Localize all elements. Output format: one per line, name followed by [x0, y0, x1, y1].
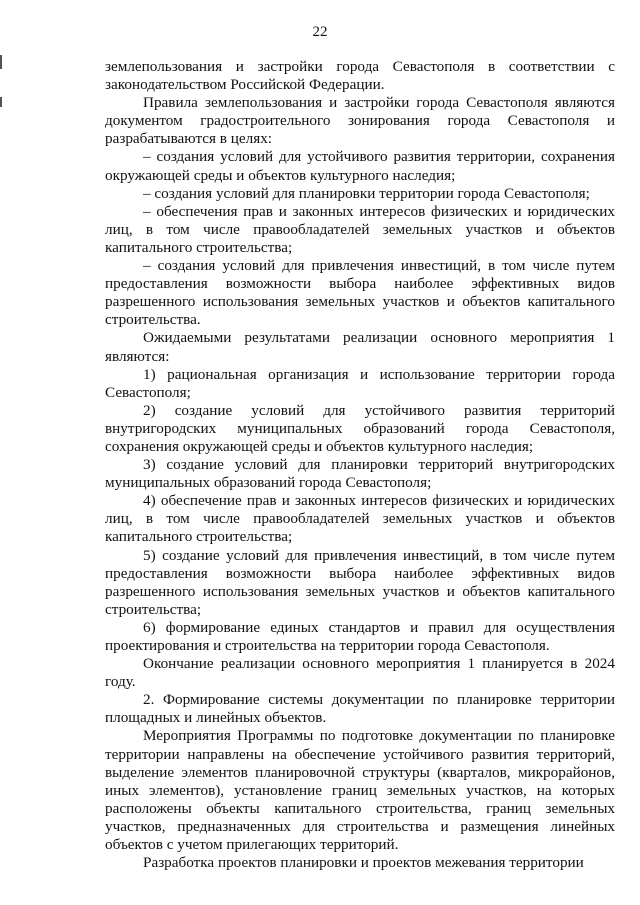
paragraph: Правила землепользования и застройки города Севастополя являются документом градостроительного зонирования города Севастополя и разрабатываются в целях:: [105, 94, 615, 148]
list-item: 2) создание условий для устойчивого развития территорий внутригородских муниципальных образований города Севастополя, сохранения окружающей среды и объектов культурного наследия;: [105, 401, 615, 455]
paragraph: Разработка проектов планировки и проектов межевания территории: [143, 854, 584, 872]
list-item: – обеспечения прав и законных интересов физических и юридических лиц, в том числе правообладателей земельных участков и объектов капитального строительства;: [105, 202, 615, 256]
list-item: – создания условий для привлечения инвестиций, в том числе путем предоставления возможности выбора наиболее эффективных видов разрешенного использования земельных участков и объектов капитального строительства.: [105, 257, 615, 329]
list-item: – создания условий для планировки территории города Севастополя;: [143, 184, 590, 202]
list-item: 1) рациональная организация и использование территории города Севастополя;: [105, 365, 615, 401]
section-heading: 2. Формирование системы документации по планировке территории площадных и линейных объектов.: [105, 691, 615, 727]
list-item: 5) создание условий для привлечения инвестиций, в том числе путем предоставления возможности выбора наиболее эффективных видов разрешенного использования земельных участков и объектов капитального строительства;: [105, 546, 615, 618]
scan-edge-mark: [0, 55, 2, 69]
list-item: – создания условий для устойчивого развития территории, сохранения окружающей среды и объектов культурного наследия;: [105, 148, 615, 184]
scan-edge-mark: [0, 97, 2, 107]
paragraph: Ожидаемыми результатами реализации основного мероприятия 1 являются:: [105, 329, 615, 365]
paragraph: Мероприятия Программы по подготовке документации по планировке территории направлены на обеспечение устойчивого развития территорий, выделение элементов планировочной структуры (кварталов, микрорайонов, иных элементов), установление границ земельных участков, на которых расположены объекты капитального строительства, границ земельных участков, предназначенных для строительства и размещения линейных объектов с учетом прилегающих территорий.: [105, 727, 615, 854]
document-body: [105, 58, 615, 872]
list-item: 6) формирование единых стандартов и правил для осуществления проектирования и строительства на территории города Севастополя.: [105, 618, 615, 654]
list-item: 4) обеспечение прав и законных интересов физических и юридических лиц, в том числе правообладателей земельных участков и объектов капитального строительства;: [105, 492, 615, 546]
page-number: 22: [312, 24, 328, 40]
list-item: 3) создание условий для планировки территорий внутригородских муниципальных образований города Севастополя;: [105, 456, 615, 492]
paragraph: землепользования и застройки города Севастополя в соответствии с законодательством Российской Федерации.: [105, 58, 615, 94]
paragraph: Окончание реализации основного мероприятия 1 планируется в 2024 году.: [105, 655, 615, 691]
